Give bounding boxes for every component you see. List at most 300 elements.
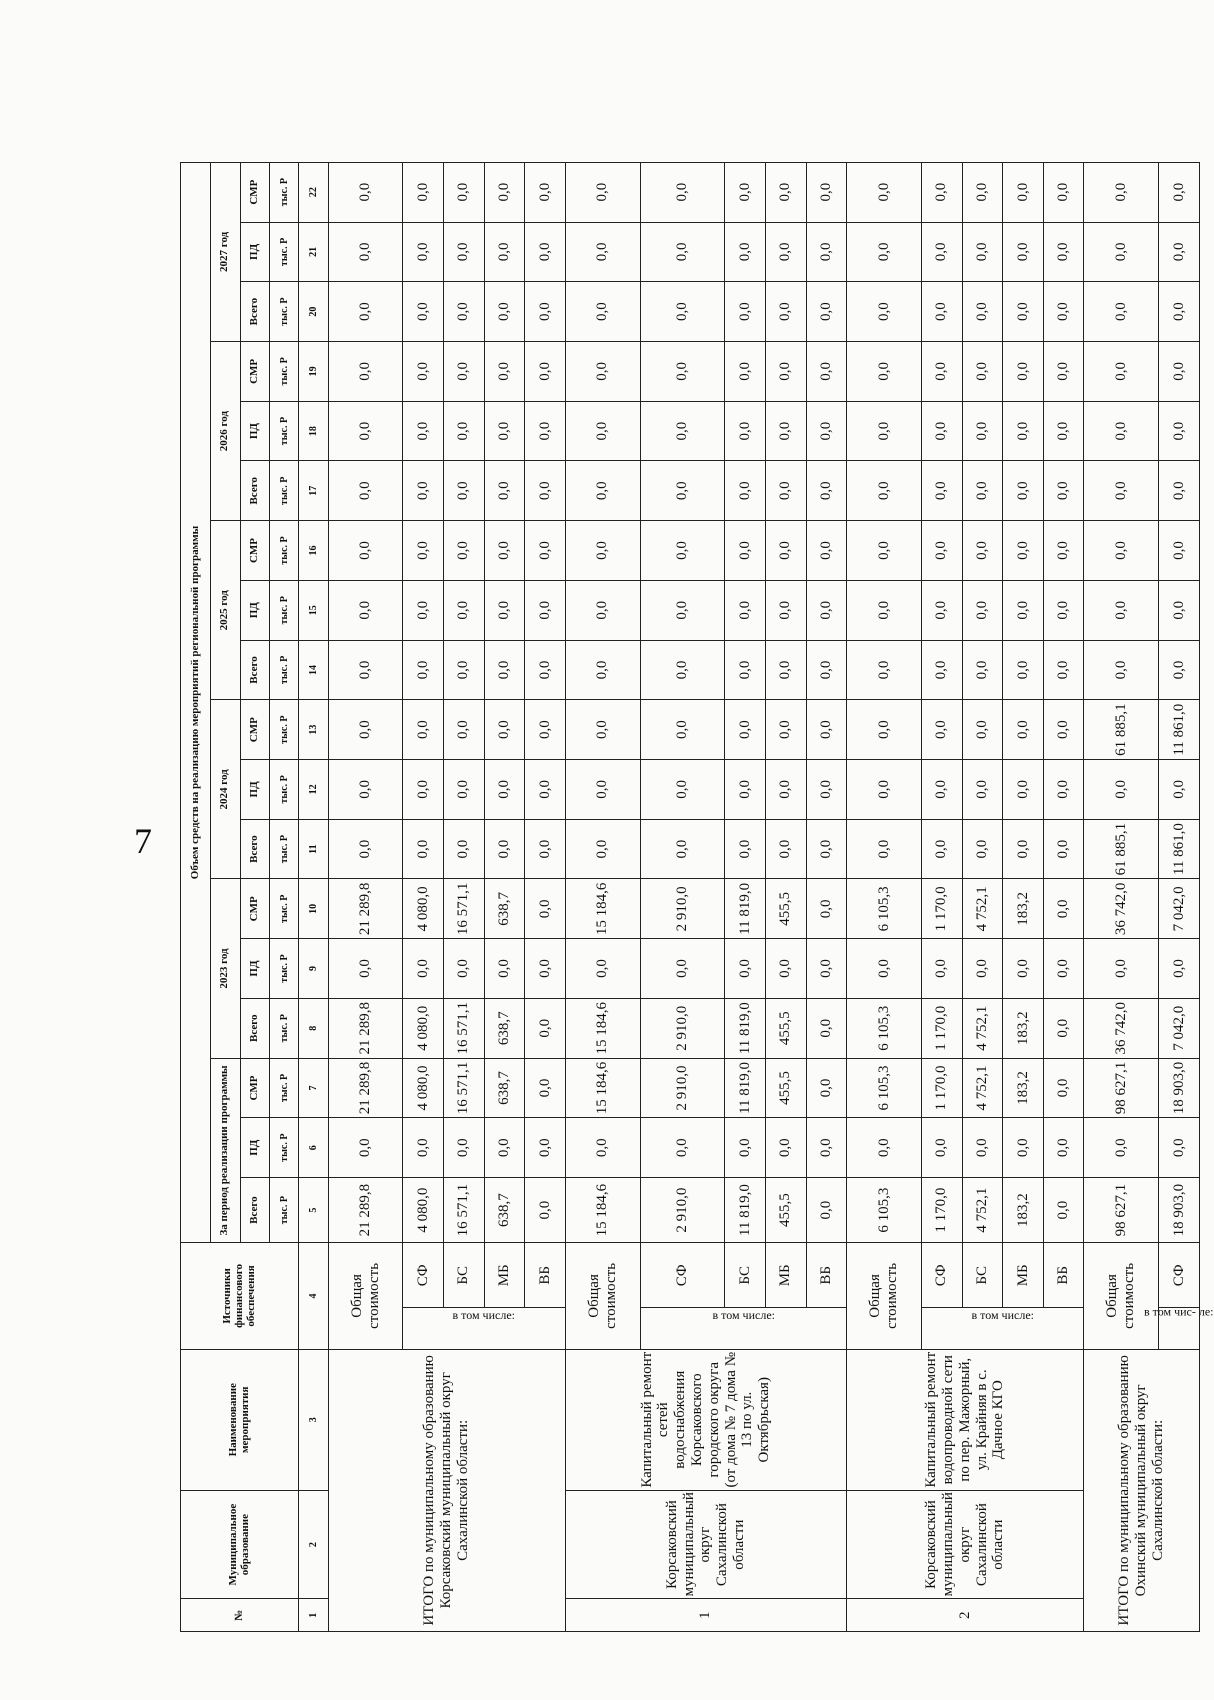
value-cell: 0,0	[806, 162, 847, 222]
value-cell: 0,0	[328, 222, 403, 282]
value-cell: 0,0	[1159, 1118, 1200, 1178]
value-cell: 0,0	[484, 1118, 525, 1178]
value-cell: 0,0	[484, 342, 525, 402]
value-cell: 0,0	[1159, 760, 1200, 820]
value-cell: 0,0	[962, 1118, 1003, 1178]
column-number: 15	[299, 580, 328, 640]
value-cell: 21 289,8	[328, 879, 403, 939]
header-unit: тыс. Р	[270, 998, 299, 1058]
value-cell: 0,0	[765, 580, 806, 640]
value-cell: 0,0	[962, 401, 1003, 461]
value-cell: 0,0	[640, 521, 725, 581]
source-code: СФ	[922, 1243, 963, 1308]
value-cell: 0,0	[725, 1118, 766, 1178]
table-row	[1084, 43, 1159, 1632]
source-code: ВБ	[525, 1243, 566, 1308]
value-cell: 0,0	[806, 580, 847, 640]
value-cell: 11 819,0	[725, 1058, 766, 1118]
value-cell: 0,0	[525, 282, 566, 342]
value-cell: 0,0	[1043, 760, 1084, 820]
value-cell: 0,0	[1043, 580, 1084, 640]
value-cell: 0,0	[328, 1118, 403, 1178]
value-cell: 0,0	[962, 580, 1003, 640]
value-cell: 0,0	[328, 640, 403, 700]
column-number: 2	[299, 1490, 328, 1599]
value-cell: 0,0	[847, 700, 922, 760]
column-number: 5	[299, 1178, 328, 1243]
value-cell: 0,0	[1043, 640, 1084, 700]
value-cell: 0,0	[806, 521, 847, 581]
value-cell: 183,2	[1003, 1058, 1044, 1118]
value-cell: 0,0	[1159, 342, 1200, 402]
value-cell: 2 910,0	[640, 998, 725, 1058]
header-unit: тыс. Р	[270, 521, 299, 581]
value-cell: 0,0	[403, 939, 444, 999]
value-cell: 21 289,8	[328, 998, 403, 1058]
value-cell: 0,0	[847, 461, 922, 521]
measure-name: Капитальный ремонт сетей водоснабжения Корсаковского городского округа (от дома № 7 дома № 13 по ул. Октябрьская)	[565, 1349, 846, 1490]
header-sub: СМР	[240, 1058, 270, 1118]
value-cell: 0,0	[725, 342, 766, 402]
header-period: За период реализации программы	[210, 1058, 240, 1243]
value-cell: 2 910,0	[640, 879, 725, 939]
municipality-name: Корсаковский муниципальный округ Сахалинской области	[565, 1490, 846, 1599]
header-sub: ПД	[240, 580, 270, 640]
value-cell: 0,0	[444, 640, 485, 700]
value-cell: 0,0	[484, 401, 525, 461]
municipality-name: Корсаковский муниципальный округ Сахалинской области	[847, 1490, 1084, 1599]
value-cell: 0,0	[565, 521, 640, 581]
header-sub: Всего	[240, 819, 270, 879]
value-cell: 0,0	[525, 342, 566, 402]
column-number: 20	[299, 282, 328, 342]
header-volume: Объем средств на реализацию мероприятий региональной программы	[181, 162, 211, 1243]
header-sub: ПД	[240, 760, 270, 820]
row-number: 2	[847, 1599, 1084, 1632]
value-cell: 16 571,1	[444, 879, 485, 939]
value-cell: 15 184,6	[565, 998, 640, 1058]
header-year: 2026 год	[210, 342, 240, 521]
value-cell: 0,0	[847, 760, 922, 820]
source-code: СФ	[640, 1243, 725, 1308]
value-cell: 0,0	[765, 461, 806, 521]
value-cell: 0,0	[1043, 1058, 1084, 1118]
value-cell: 0,0	[444, 162, 485, 222]
value-cell: 0,0	[806, 700, 847, 760]
value-cell: 0,0	[565, 700, 640, 760]
value-cell: 0,0	[765, 1118, 806, 1178]
column-number: 12	[299, 760, 328, 820]
header-sub: СМР	[240, 700, 270, 760]
header-unit: тыс. Р	[270, 1058, 299, 1118]
value-cell: 0,0	[444, 282, 485, 342]
header-sub: Всего	[240, 282, 270, 342]
value-cell: 0,0	[1159, 939, 1200, 999]
header-unit: тыс. Р	[270, 282, 299, 342]
value-cell: 0,0	[725, 162, 766, 222]
including-label: в том числе:	[640, 1308, 846, 1349]
value-cell: 0,0	[725, 700, 766, 760]
value-cell: 0,0	[565, 1118, 640, 1178]
column-number: 8	[299, 998, 328, 1058]
value-cell: 0,0	[725, 939, 766, 999]
header-unit: тыс. Р	[270, 222, 299, 282]
value-cell: 0,0	[847, 819, 922, 879]
value-cell: 0,0	[640, 342, 725, 402]
value-cell: 638,7	[484, 1058, 525, 1118]
value-cell: 0,0	[765, 521, 806, 581]
value-cell: 6 105,3	[847, 879, 922, 939]
value-cell: 0,0	[847, 162, 922, 222]
value-cell: 0,0	[806, 1118, 847, 1178]
value-cell: 0,0	[1043, 939, 1084, 999]
value-cell: 0,0	[806, 342, 847, 402]
value-cell: 0,0	[525, 819, 566, 879]
value-cell: 0,0	[1084, 521, 1159, 581]
value-cell: 455,5	[765, 1178, 806, 1243]
header-unit: тыс. Р	[270, 1178, 299, 1243]
value-cell: 0,0	[565, 819, 640, 879]
value-cell: 455,5	[765, 879, 806, 939]
value-cell: 0,0	[525, 580, 566, 640]
value-cell: 0,0	[640, 939, 725, 999]
value-cell: 0,0	[962, 700, 1003, 760]
value-cell: 0,0	[922, 819, 963, 879]
measure-name: Капитальный ремонт водопроводной сети по пер. Мажорный, ул. Крайняя в с. Дачное КГО	[847, 1349, 1084, 1490]
table-row	[565, 43, 640, 1632]
header-year: 2023 год	[210, 879, 240, 1058]
value-cell: 0,0	[444, 1118, 485, 1178]
value-cell: 0,0	[444, 401, 485, 461]
value-cell: 11 819,0	[725, 1178, 766, 1243]
value-cell: 0,0	[1159, 521, 1200, 581]
value-cell: 0,0	[328, 819, 403, 879]
value-cell: 0,0	[525, 939, 566, 999]
group-total-label: ИТОГО по муниципальному образованию Охинский муниципальный округ Сахалинской области:	[1084, 1349, 1200, 1631]
value-cell: 0,0	[1084, 342, 1159, 402]
value-cell: 98 627,1	[1084, 1178, 1159, 1243]
value-cell: 0,0	[1043, 282, 1084, 342]
value-cell: 0,0	[640, 282, 725, 342]
value-cell: 0,0	[403, 640, 444, 700]
header-unit: тыс. Р	[270, 580, 299, 640]
value-cell: 0,0	[847, 580, 922, 640]
source-code: СФ	[1159, 1243, 1200, 1308]
value-cell: 0,0	[1003, 222, 1044, 282]
value-cell: 0,0	[962, 939, 1003, 999]
value-cell: 0,0	[444, 521, 485, 581]
value-cell: 15 184,6	[565, 1058, 640, 1118]
value-cell: 4 080,0	[403, 879, 444, 939]
value-cell: 0,0	[328, 521, 403, 581]
value-cell: 0,0	[1043, 461, 1084, 521]
value-cell: 2 910,0	[640, 1058, 725, 1118]
financing-table	[180, 42, 1214, 1632]
value-cell: 0,0	[565, 162, 640, 222]
value-cell: 0,0	[806, 819, 847, 879]
value-cell: 0,0	[565, 939, 640, 999]
value-cell: 0,0	[725, 401, 766, 461]
value-cell: 0,0	[765, 222, 806, 282]
value-cell: 0,0	[565, 580, 640, 640]
value-cell: 0,0	[1159, 401, 1200, 461]
value-cell: 0,0	[847, 521, 922, 581]
value-cell: 36 742,0	[1084, 879, 1159, 939]
value-cell: 0,0	[962, 819, 1003, 879]
value-cell: 0,0	[765, 282, 806, 342]
source-code: БС	[444, 1243, 485, 1308]
table-row	[328, 43, 403, 1632]
value-cell: 7 042,0	[1159, 998, 1200, 1058]
value-cell: 0,0	[922, 461, 963, 521]
header-year: 2024 год	[210, 700, 240, 879]
page-number: 7	[134, 821, 152, 861]
value-cell: 0,0	[525, 162, 566, 222]
value-cell: 0,0	[1043, 342, 1084, 402]
value-cell: 0,0	[328, 760, 403, 820]
column-number: 4	[299, 1243, 328, 1349]
value-cell: 0,0	[525, 879, 566, 939]
value-cell: 0,0	[922, 1118, 963, 1178]
column-number: 21	[299, 222, 328, 282]
value-cell: 0,0	[847, 1118, 922, 1178]
value-cell: 0,0	[1084, 939, 1159, 999]
header-no: №	[181, 1599, 299, 1632]
column-number: 13	[299, 700, 328, 760]
total-cost-label: Общая стоимость	[328, 1243, 403, 1349]
value-cell: 0,0	[847, 401, 922, 461]
value-cell: 7 042,0	[1159, 879, 1200, 939]
value-cell: 0,0	[1159, 162, 1200, 222]
value-cell: 0,0	[525, 401, 566, 461]
header-row	[181, 43, 211, 1632]
value-cell: 0,0	[1084, 282, 1159, 342]
value-cell: 0,0	[1003, 1118, 1044, 1178]
total-cost-label: Общая стоимость	[565, 1243, 640, 1349]
column-number: 3	[299, 1349, 328, 1490]
column-number: 10	[299, 879, 328, 939]
value-cell: 61 885,1	[1084, 700, 1159, 760]
value-cell: 0,0	[765, 640, 806, 700]
header-sub: ПД	[240, 1118, 270, 1178]
value-cell: 0,0	[565, 401, 640, 461]
value-cell: 0,0	[484, 760, 525, 820]
value-cell: 0,0	[765, 342, 806, 402]
header-sub: СМР	[240, 342, 270, 402]
value-cell: 0,0	[484, 939, 525, 999]
value-cell: 0,0	[806, 461, 847, 521]
value-cell: 0,0	[444, 760, 485, 820]
column-number: 14	[299, 640, 328, 700]
value-cell: 0,0	[444, 461, 485, 521]
value-cell: 0,0	[565, 222, 640, 282]
value-cell: 0,0	[1003, 162, 1044, 222]
value-cell: 11 861,0	[1159, 700, 1200, 760]
value-cell: 0,0	[565, 461, 640, 521]
header-unit: тыс. Р	[270, 939, 299, 999]
rotated-table-container	[180, 42, 1214, 1632]
value-cell: 6 105,3	[847, 1058, 922, 1118]
value-cell: 0,0	[806, 1178, 847, 1243]
value-cell: 0,0	[806, 222, 847, 282]
value-cell: 0,0	[403, 580, 444, 640]
value-cell: 0,0	[962, 282, 1003, 342]
value-cell: 0,0	[1084, 1118, 1159, 1178]
value-cell: 0,0	[444, 342, 485, 402]
value-cell: 0,0	[525, 521, 566, 581]
value-cell: 0,0	[922, 521, 963, 581]
value-cell: 0,0	[922, 640, 963, 700]
value-cell: 0,0	[640, 700, 725, 760]
value-cell: 11 819,0	[725, 879, 766, 939]
value-cell: 0,0	[725, 461, 766, 521]
value-cell: 18 903,0	[1159, 1058, 1200, 1118]
value-cell: 0,0	[922, 939, 963, 999]
value-cell: 0,0	[444, 939, 485, 999]
column-number: 7	[299, 1058, 328, 1118]
value-cell: 0,0	[922, 342, 963, 402]
value-cell: 0,0	[444, 700, 485, 760]
value-cell: 0,0	[328, 401, 403, 461]
value-cell: 61 885,1	[1084, 819, 1159, 879]
column-numbers-row	[299, 43, 328, 1632]
value-cell: 0,0	[403, 760, 444, 820]
value-cell: 0,0	[403, 1118, 444, 1178]
value-cell: 0,0	[444, 580, 485, 640]
value-cell: 0,0	[328, 580, 403, 640]
value-cell: 0,0	[640, 222, 725, 282]
value-cell: 0,0	[403, 162, 444, 222]
value-cell: 0,0	[962, 521, 1003, 581]
value-cell: 0,0	[806, 998, 847, 1058]
value-cell: 0,0	[640, 1118, 725, 1178]
value-cell: 0,0	[565, 640, 640, 700]
value-cell: 0,0	[765, 700, 806, 760]
header-sub: СМР	[240, 521, 270, 581]
value-cell: 0,0	[725, 760, 766, 820]
column-number: 11	[299, 819, 328, 879]
header-sub: СМР	[240, 879, 270, 939]
value-cell: 11 861,0	[1159, 819, 1200, 879]
header-sub: ПД	[240, 401, 270, 461]
header-unit: тыс. Р	[270, 760, 299, 820]
value-cell: 183,2	[1003, 998, 1044, 1058]
value-cell: 16 571,1	[444, 1178, 485, 1243]
column-number: 1	[299, 1599, 328, 1632]
value-cell: 0,0	[328, 461, 403, 521]
value-cell: 0,0	[765, 760, 806, 820]
value-cell: 0,0	[1084, 162, 1159, 222]
value-cell: 0,0	[765, 939, 806, 999]
value-cell: 4 752,1	[962, 879, 1003, 939]
value-cell: 15 184,6	[565, 1178, 640, 1243]
value-cell: 4 080,0	[403, 1178, 444, 1243]
value-cell: 0,0	[847, 282, 922, 342]
value-cell: 0,0	[484, 521, 525, 581]
row-number: 1	[565, 1599, 846, 1632]
value-cell: 0,0	[765, 819, 806, 879]
source-code: МБ	[484, 1243, 525, 1308]
value-cell: 0,0	[922, 282, 963, 342]
value-cell: 0,0	[806, 939, 847, 999]
value-cell: 0,0	[962, 222, 1003, 282]
value-cell: 0,0	[765, 401, 806, 461]
column-number: 6	[299, 1118, 328, 1178]
value-cell: 0,0	[640, 640, 725, 700]
value-cell: 0,0	[1003, 461, 1044, 521]
column-number: 22	[299, 162, 328, 222]
value-cell: 11 819,0	[725, 998, 766, 1058]
value-cell: 0,0	[1084, 760, 1159, 820]
value-cell: 0,0	[525, 760, 566, 820]
column-number: 17	[299, 461, 328, 521]
header-unit: тыс. Р	[270, 819, 299, 879]
value-cell: 98 627,1	[1084, 1058, 1159, 1118]
value-cell: 18 903,0	[1159, 1178, 1200, 1243]
value-cell: 0,0	[962, 461, 1003, 521]
total-cost-label: Общая стоимость	[847, 1243, 922, 1349]
including-label: в том чис- ле:	[1159, 1308, 1200, 1349]
header-year: 2027 год	[210, 162, 240, 341]
value-cell: 455,5	[765, 998, 806, 1058]
header-sub: ПД	[240, 939, 270, 999]
value-cell: 0,0	[1084, 640, 1159, 700]
header-unit: тыс. Р	[270, 879, 299, 939]
value-cell: 0,0	[922, 760, 963, 820]
value-cell: 638,7	[484, 879, 525, 939]
value-cell: 0,0	[806, 282, 847, 342]
value-cell: 21 289,8	[328, 1058, 403, 1118]
value-cell: 0,0	[1003, 521, 1044, 581]
value-cell: 0,0	[525, 461, 566, 521]
header-year: 2025 год	[210, 521, 240, 700]
value-cell: 0,0	[922, 401, 963, 461]
including-label: в том числе:	[922, 1308, 1084, 1349]
value-cell: 0,0	[1159, 222, 1200, 282]
value-cell: 0,0	[1003, 939, 1044, 999]
source-code: БС	[962, 1243, 1003, 1308]
value-cell: 0,0	[1003, 760, 1044, 820]
value-cell: 0,0	[806, 401, 847, 461]
source-code: БС	[725, 1243, 766, 1308]
source-code: СФ	[403, 1243, 444, 1308]
value-cell: 0,0	[1003, 282, 1044, 342]
header-unit: тыс. Р	[270, 461, 299, 521]
value-cell: 0,0	[444, 819, 485, 879]
value-cell: 0,0	[1159, 282, 1200, 342]
value-cell: 21 289,8	[328, 1178, 403, 1243]
value-cell: 4 752,1	[962, 1178, 1003, 1243]
value-cell: 4 080,0	[403, 1058, 444, 1118]
header-sub: Всего	[240, 1178, 270, 1243]
value-cell: 0,0	[403, 461, 444, 521]
value-cell: 0,0	[403, 521, 444, 581]
header-unit: тыс. Р	[270, 640, 299, 700]
value-cell: 0,0	[484, 222, 525, 282]
value-cell: 1 170,0	[922, 879, 963, 939]
value-cell: 638,7	[484, 1178, 525, 1243]
value-cell: 0,0	[565, 282, 640, 342]
value-cell: 638,7	[484, 998, 525, 1058]
value-cell: 0,0	[484, 282, 525, 342]
value-cell: 0,0	[444, 222, 485, 282]
header-sub: Всего	[240, 461, 270, 521]
column-number: 16	[299, 521, 328, 581]
value-cell: 0,0	[484, 580, 525, 640]
value-cell: 0,0	[328, 282, 403, 342]
value-cell: 0,0	[1043, 222, 1084, 282]
value-cell: 0,0	[1043, 521, 1084, 581]
